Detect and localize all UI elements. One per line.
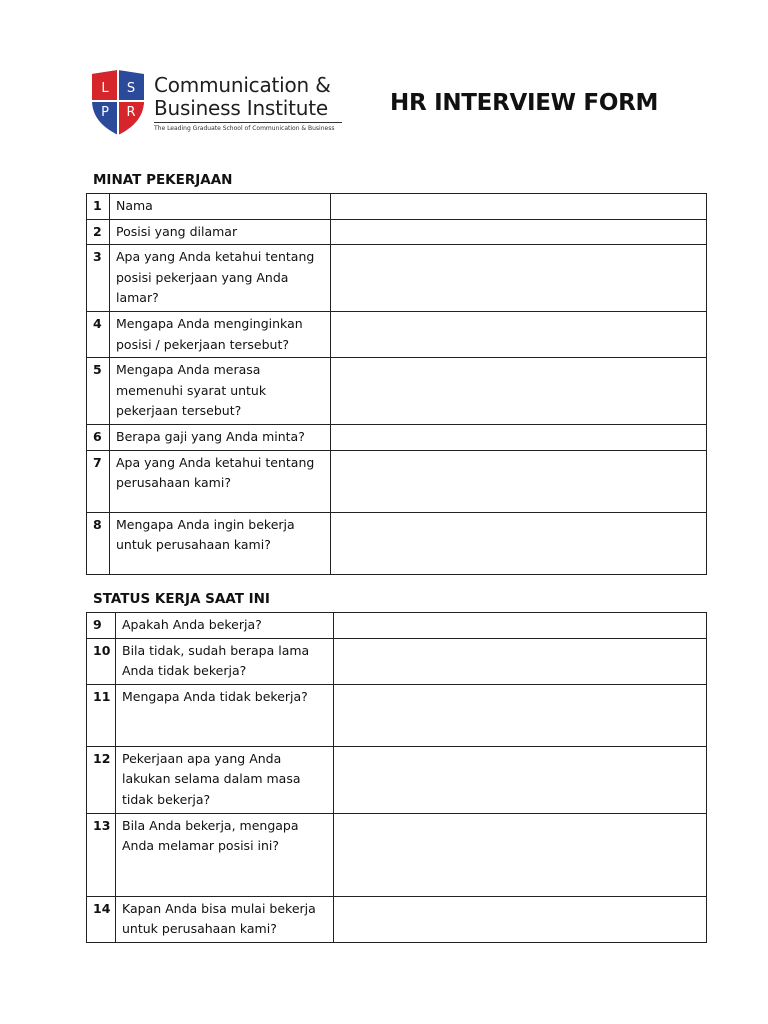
logo-tagline: The Leading Graduate School of Communication & Business (154, 125, 335, 132)
question-number: 5 (87, 358, 110, 425)
form-row (87, 424, 707, 450)
answer-field[interactable] (334, 896, 707, 942)
question-text: Mengapa Anda merasa memenuhi syarat untuk pekerjaan tersebut? (110, 358, 331, 425)
form-title: HR INTERVIEW FORM (390, 90, 659, 116)
form-row (87, 194, 707, 220)
logo-wordmark (154, 74, 342, 132)
question-number: 10 (87, 638, 116, 684)
answer-field[interactable] (331, 219, 707, 245)
status-kerja-table (86, 612, 707, 943)
question-number: 13 (87, 813, 116, 896)
section-title-minat-pekerjaan: MINAT PEKERJAAN (93, 172, 233, 188)
form-row (87, 613, 707, 639)
shield-letter-l: L (101, 81, 109, 96)
question-text: Posisi yang dilamar (110, 219, 331, 245)
question-text: Mengapa Anda ingin bekerja untuk perusahaan kami? (110, 512, 331, 574)
shield-letter-r: R (126, 105, 136, 120)
answer-field[interactable] (331, 424, 707, 450)
question-number: 4 (87, 311, 110, 357)
question-text: Apa yang Anda ketahui tentang perusahaan kami? (110, 450, 331, 512)
form-row (87, 450, 707, 512)
question-number: 2 (87, 219, 110, 245)
lspr-shield-icon (88, 70, 148, 136)
question-text: Kapan Anda bisa mulai bekerja untuk perusahaan kami? (116, 896, 334, 942)
answer-field[interactable] (331, 512, 707, 574)
form-row (87, 311, 707, 357)
question-text: Nama (110, 194, 331, 220)
question-text: Bila tidak, sudah berapa lama Anda tidak bekerja? (116, 638, 334, 684)
form-row (87, 512, 707, 574)
answer-field[interactable] (331, 245, 707, 312)
answer-field[interactable] (334, 684, 707, 746)
question-number: 7 (87, 450, 110, 512)
question-text: Berapa gaji yang Anda minta? (110, 424, 331, 450)
form-row (87, 638, 707, 684)
question-text: Apa yang Anda ketahui tentang posisi pekerjaan yang Anda lamar? (110, 245, 331, 312)
answer-field[interactable] (331, 450, 707, 512)
shield-letter-p: P (101, 105, 109, 120)
question-number: 3 (87, 245, 110, 312)
question-number: 1 (87, 194, 110, 220)
institute-logo (88, 70, 348, 138)
answer-field[interactable] (331, 311, 707, 357)
answer-field[interactable] (334, 638, 707, 684)
logo-line-1: Communication & (154, 73, 331, 97)
question-number: 12 (87, 746, 116, 813)
answer-field[interactable] (334, 813, 707, 896)
header (88, 70, 708, 140)
form-row (87, 746, 707, 813)
question-text: Mengapa Anda menginginkan posisi / pekerjaan tersebut? (110, 311, 331, 357)
section-title-status-kerja: STATUS KERJA SAAT INI (93, 591, 270, 607)
shield-letter-s: S (126, 81, 136, 96)
answer-field[interactable] (331, 194, 707, 220)
answer-field[interactable] (331, 358, 707, 425)
question-number: 9 (87, 613, 116, 639)
logo-line-2: Business Institute (154, 96, 329, 120)
question-text: Mengapa Anda tidak bekerja? (116, 684, 334, 746)
logo-divider (154, 122, 342, 123)
form-row (87, 684, 707, 746)
form-row (87, 219, 707, 245)
question-text: Bila Anda bekerja, mengapa Anda melamar posisi ini? (116, 813, 334, 896)
question-number: 14 (87, 896, 116, 942)
question-number: 8 (87, 512, 110, 574)
form-row (87, 245, 707, 312)
answer-field[interactable] (334, 746, 707, 813)
form-row (87, 896, 707, 942)
minat-pekerjaan-table (86, 193, 707, 575)
question-number: 11 (87, 684, 116, 746)
form-row (87, 358, 707, 425)
answer-field[interactable] (334, 613, 707, 639)
question-number: 6 (87, 424, 110, 450)
question-text: Pekerjaan apa yang Anda lakukan selama dalam masa tidak bekerja? (116, 746, 334, 813)
question-text: Apakah Anda bekerja? (116, 613, 334, 639)
form-row (87, 813, 707, 896)
